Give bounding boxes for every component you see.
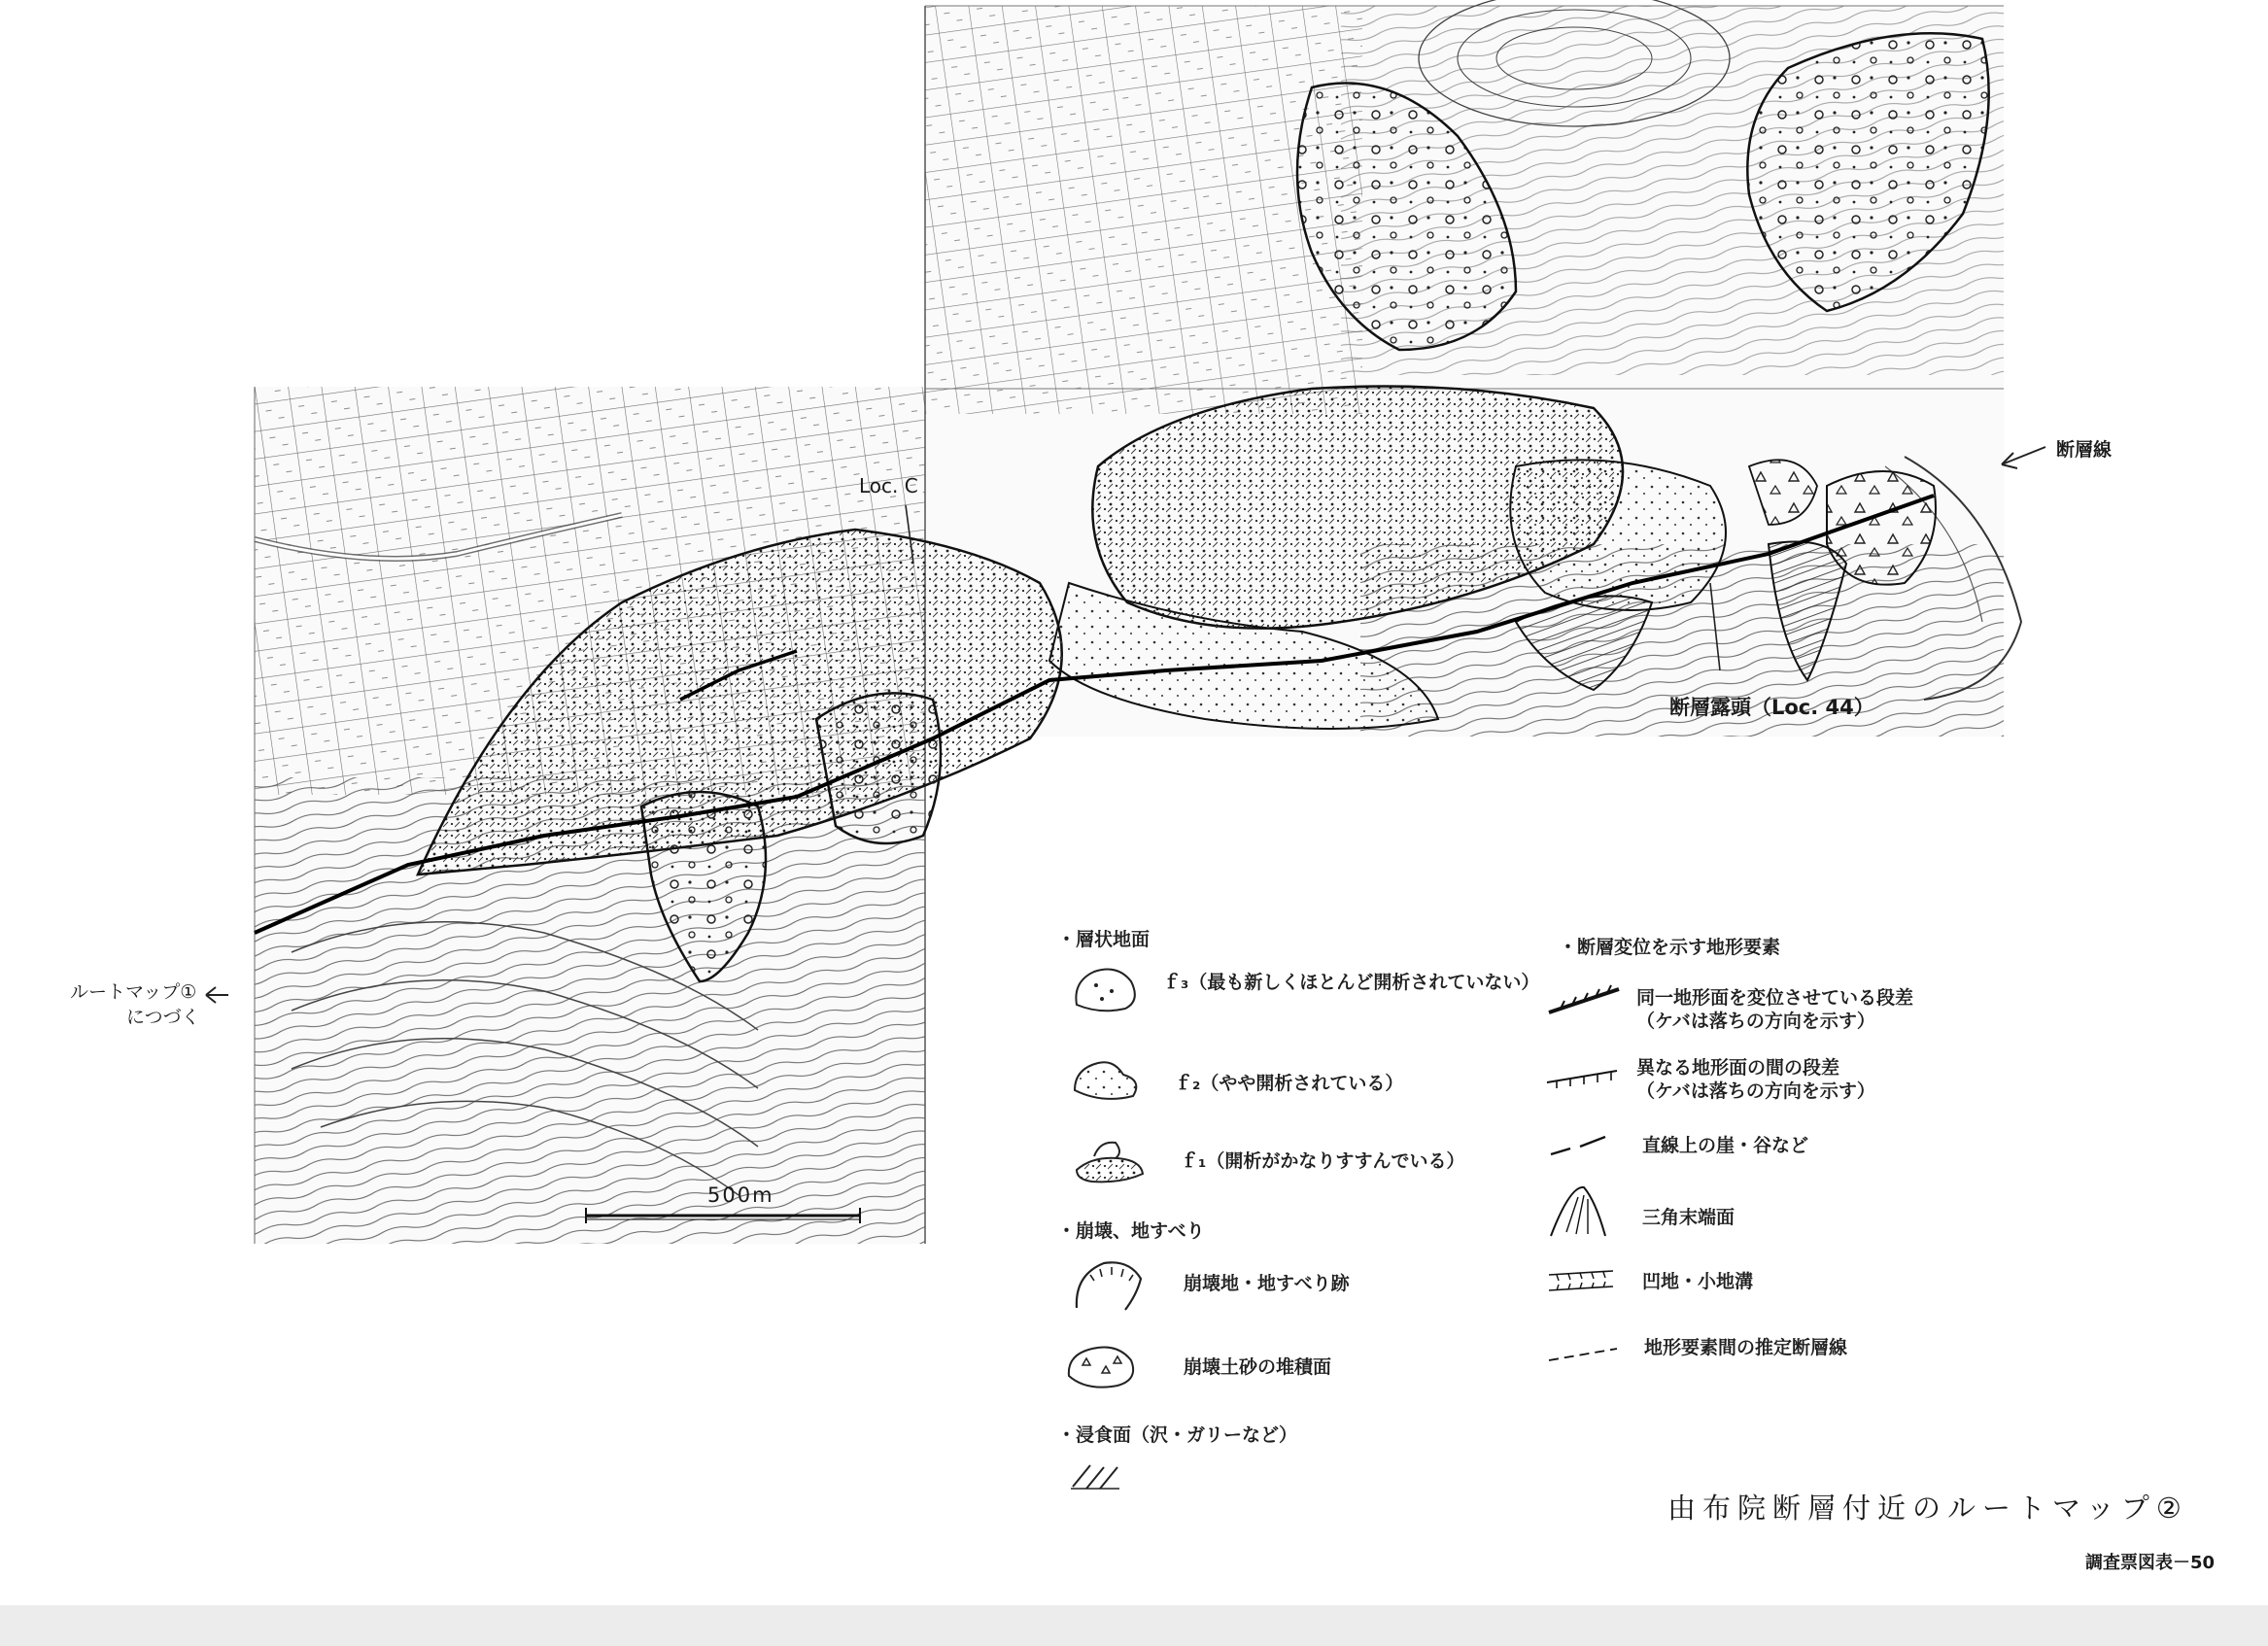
landslide-scar-icon — [1069, 1255, 1147, 1314]
legend-fault-header: ・断層変位を示す地形要素 — [1559, 937, 1781, 958]
legend-scarp-same-1: 同一地形面を変位させている段差 — [1636, 987, 1914, 1009]
route-continue-arrow — [206, 987, 228, 1003]
legend-f1: ｆ₁（開析がかなりすすんでいる） — [1180, 1150, 1465, 1172]
legend-scarp-diff-1: 異なる地形面の間の段差 — [1636, 1057, 1840, 1079]
legend-inferred-fault: 地形要素間の推定断層線 — [1644, 1337, 1848, 1358]
map-title: 由布院断層付近のルートマップ② — [1667, 1492, 2188, 1525]
legend-collapse-deposit: 崩壊土砂の堆積面 — [1184, 1356, 1332, 1378]
legend-f2: ｆ₂（やや開析されている） — [1174, 1073, 1404, 1094]
legend-erosion-header: ・浸食面（沢・ガリーなど） — [1057, 1424, 1298, 1446]
scarp-same-surface-icon — [1545, 979, 1623, 1018]
f2-symbol-icon — [1069, 1051, 1147, 1104]
legend-f3: ｆ₃（最も新しくほとんど開析されていない） — [1162, 972, 1540, 993]
loc-c-label: Loc. C — [859, 474, 918, 497]
f1-symbol-icon — [1073, 1135, 1151, 1187]
scale-label: 500m — [707, 1183, 774, 1207]
fault-line-label: 断層線 — [2056, 439, 2113, 461]
erosion-surface-icon — [1069, 1457, 1127, 1496]
route-continue-label-2: につづく — [126, 1007, 200, 1028]
collapse-deposit-icon — [1063, 1339, 1141, 1391]
legend-scarp-same-2: （ケバは落ちの方向を示す） — [1636, 1011, 1875, 1032]
scarp-different-surface-icon — [1543, 1055, 1621, 1094]
depression-icon — [1545, 1263, 1623, 1298]
linear-cliff-icon — [1547, 1131, 1615, 1160]
fault-outcrop-label: 断層露頭（Loc. 44） — [1669, 696, 1874, 719]
fault-line-arrow — [2002, 447, 2045, 464]
legend-depression: 凹地・小地溝 — [1642, 1271, 1754, 1292]
f3-symbol-icon — [1069, 962, 1147, 1014]
inferred-fault-icon — [1545, 1343, 1623, 1366]
legend-scarp-diff-2: （ケバは落ちの方向を示す） — [1636, 1080, 1875, 1102]
legend-linear-cliff: 直線上の崖・谷など — [1642, 1135, 1809, 1156]
legend-triangular-facet: 三角末端面 — [1642, 1207, 1735, 1228]
legend-collapse-header: ・崩壊、地すべり — [1057, 1220, 1205, 1242]
triangular-facet-icon — [1545, 1183, 1613, 1242]
legend-terrace-header: ・層状地面 — [1057, 929, 1151, 950]
legend-landslide-scar: 崩壊地・地すべり跡 — [1184, 1273, 1350, 1294]
route-continue-label-1: ルートマップ① — [70, 981, 197, 1003]
page-reference: 調査票図表－50 — [2085, 1553, 2216, 1573]
